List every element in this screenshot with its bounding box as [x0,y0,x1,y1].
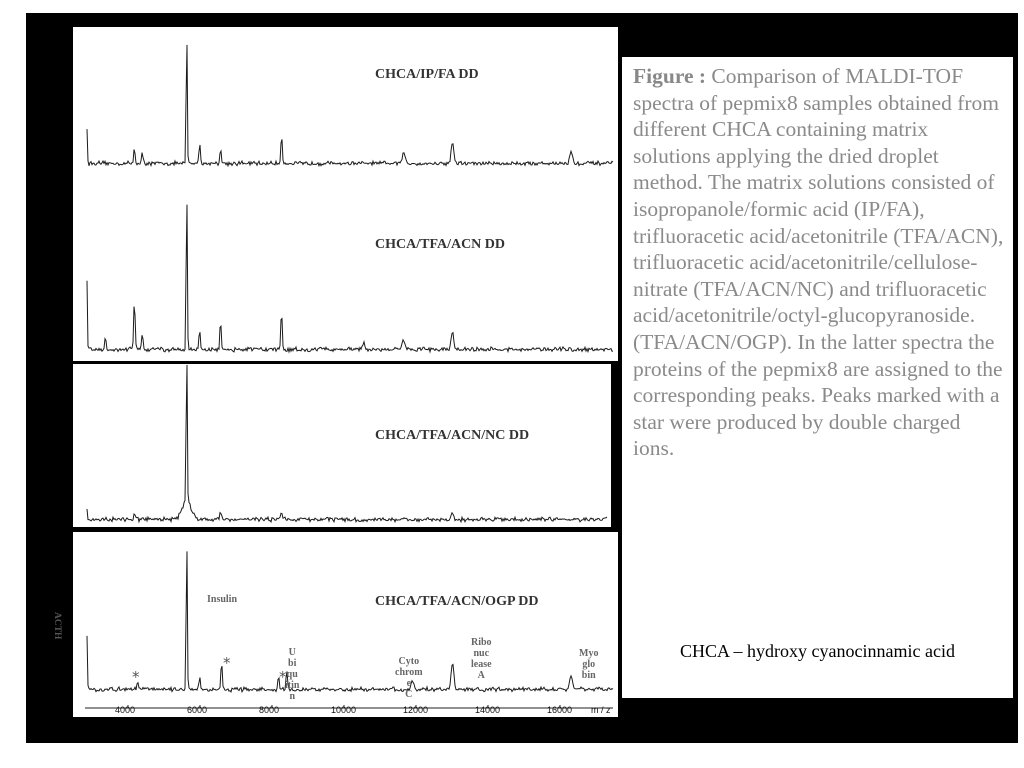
acth-label: ACTH [52,612,62,640]
spectrum-plot [73,27,618,183]
spectrum-trace [87,551,613,692]
spectrum-label: CHCA/TFA/ACN/OGP DD [375,594,539,609]
abbreviation-definition: CHCA – hydroxy cyanocinnamic acid [680,641,955,661]
peak-annotation: Myo glo bin [579,648,599,681]
spectrum-panel-tfa-acn-ogp [73,532,618,717]
spectrum-plot [73,364,611,527]
double-charge-star: * [223,654,231,672]
x-tick-label: 6000 [187,705,208,715]
spectrum-panel-tfa-acn [73,183,618,361]
x-unit-label: m / z [591,705,611,715]
spectrum-label: CHCA/TFA/ACN/NC DD [375,428,530,443]
caption-body: Comparison of MALDI-TOF spectra of pepmix8 samples obtained from different CHCA containing matrix solutions applying the dried droplet method. The matrix solutions consisted of isopropanole/formic acid (IP/FA), trifluoracetic acid/acetonitrile (TFA/ACN), trifluoracetic acid/acetonitrile/cellulose-nitrate (TFA/ACN/NC) and trifluoracetic acid/acetonitrile/octyl-glucopyranoside.(TFA/ACN/OGP). In the latter spectra the proteins of the pepmix8 are assigned to the corresponding peaks. Peaks marked with a star were produced by double charged ions. [633,64,1004,461]
spectrum-label: CHCA/TFA/ACN DD [375,237,506,252]
peak-annotation: Ribo nuc lease A [471,637,492,681]
caption-figure-label: Figure : [633,64,707,88]
spectrum-label: CHCA/IP/FA DD [375,67,479,82]
spectrum-plot [73,532,618,717]
spectrum-panel-tfa-acn-nc [73,364,611,527]
spectrum-plot [73,183,618,361]
double-charge-star: * [132,668,140,686]
caption-text [633,63,1005,462]
double-charge-star: * [279,668,287,686]
spectrum-trace [87,205,613,352]
spectrum-panel-ip-fa [73,27,618,183]
x-tick-label: 14000 [475,705,501,715]
x-tick-label: 12000 [403,705,429,715]
peak-annotation: Insulin [207,594,238,605]
x-tick-label: 4000 [115,705,136,715]
caption-box [622,57,1013,698]
x-tick-label: 8000 [259,705,280,715]
spectrum-trace [87,45,613,166]
peak-annotation: U bi qu itin n [285,647,300,702]
peak-annotation: Cyto chrom e C [395,656,423,700]
x-tick-label: 16000 [547,705,573,715]
x-tick-label: 10000 [331,705,357,715]
